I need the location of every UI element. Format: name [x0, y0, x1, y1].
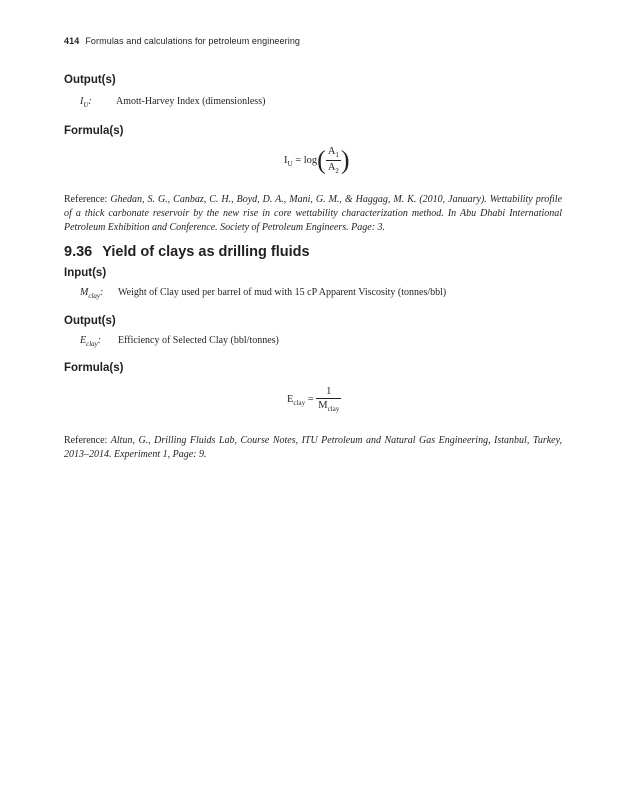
formula-heading: Formula(s): [64, 362, 124, 374]
output-definition: [80, 335, 279, 348]
section-title: [64, 244, 310, 260]
reference: [64, 434, 562, 462]
output-description-prev: Amott-Harvey Index (dimensionless): [116, 96, 266, 107]
output-symbol-prev: $I_U$:: [80, 96, 92, 109]
input-definition: [80, 287, 447, 300]
reference-citation: Altun, G., Drilling Fluids Lab, Course Notes, ITU Petroleum and Natural Gas Engineering, Istanbul, Turkey, 2013–2014. Experiment 1, Page: 9.: [64, 435, 562, 460]
output-symbol: $E_{clay}$:: [80, 335, 102, 348]
formula-heading-prev: Formula(s): [64, 125, 124, 137]
output-definition-prev: [80, 96, 266, 109]
clay-efficiency-formula: $E_{clay}$ = $\frac{1}{M_{clay}}$: [287, 386, 340, 414]
amott-harvey-formula: $I_U = \log$( $\frac{A_1}{A_2}$ ): [284, 145, 350, 176]
input-description: Weight of Clay used per barrel of mud with 15 cP Apparent Viscosity (tonnes/bbl): [118, 287, 447, 298]
input-heading: Input(s): [64, 267, 107, 279]
book-title: Formulas and calculations for petroleum engineering: [85, 36, 301, 46]
input-symbol: $M_{clay}$:: [80, 287, 104, 300]
reference-citation-prev: Ghedan, S. G., Canbaz, C. H., Boyd, D. A., Mani, G. M., & Haggag, M. K. (2010, January). Wettability profile of a thick carbonate reservoir by the new rise in core wettability characterization method. In Abu Dhabi International Petroleum Exhibition and Conference. Society of Petroleum Engineers. Page: 3.: [64, 194, 563, 233]
section-title-text: Yield of clays as drilling fluids: [102, 244, 310, 260]
output-description: Efficiency of Selected Clay (bbl/tonnes): [118, 335, 279, 346]
output-heading-prev: Output(s): [64, 74, 116, 86]
output-heading: Output(s): [64, 315, 116, 327]
page-number: 414: [64, 36, 80, 46]
reference-label-prev: Reference:: [64, 194, 108, 205]
running-head: [64, 36, 300, 46]
reference-label: Reference:: [64, 435, 108, 446]
section-number: 9.36: [64, 244, 93, 260]
reference-prev: [64, 193, 562, 235]
